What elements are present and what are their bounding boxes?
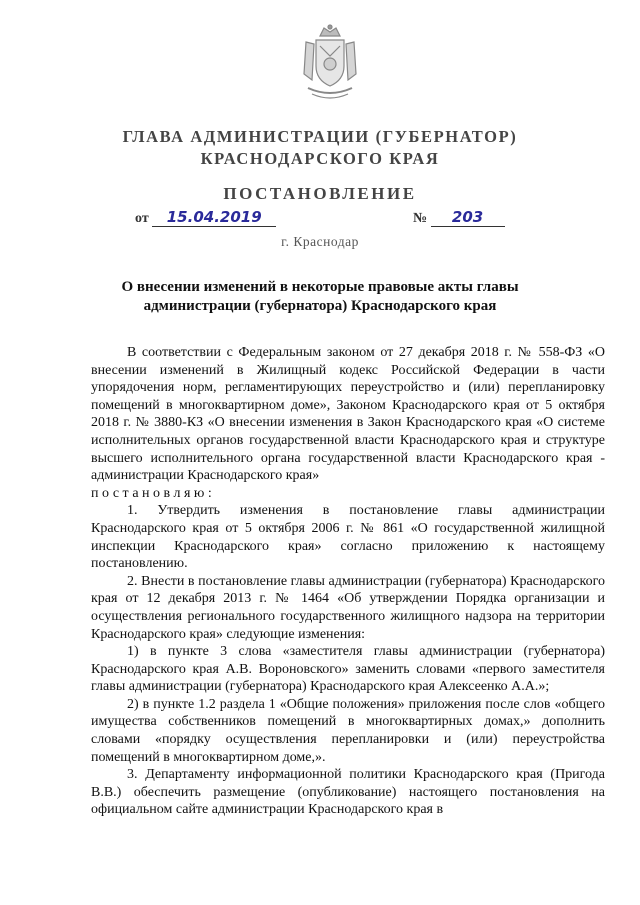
item-1-paragraph: 1. Утвердить изменения в постановление главы администрации Краснодарского края от 5 октября 2006 г. № 861 «О государственной жилищной инспекции Краснодарского края» согласно приложению к настоящему постановлению. [91, 503, 605, 572]
resolve-word: постановляю: [91, 485, 216, 501]
coat-of-arms-icon [298, 22, 362, 102]
organization-name-line2: КРАСНОДАРСКОГО КРАЯ [200, 149, 440, 168]
item-2-subitem-1: 1) в пункте 3 слова «заместителя главы администрации (губернатора) Краснодарского края А.В. Вороновского» заменить словами «первого заместителя главы администрации (губернатора) Краснодарского края Алексеенко А.А.»; [91, 644, 605, 695]
city-name: г. Краснодар [281, 234, 359, 249]
organization-name-line1: ГЛАВА АДМИНИСТРАЦИИ (ГУБЕРНАТОР) [122, 127, 518, 146]
document-type: ПОСТАНОВЛЕНИЕ [223, 184, 417, 203]
preamble-paragraph: В соответствии с Федеральным законом от 27 декабря 2018 г. № 558-ФЗ «О внесении изменений в Жилищный кодекс Российской Федерации в части упорядочения норм, регламентирующих переустройство и (или) перепланировку помещений в многоквартирном доме», Законом Краснодарского края от 5 октября 2018 г. № 3880-КЗ «О внесении изменения в Закон Краснодарского края «О системе исполнительных органов государственной власти Краснодарского края и структуре высшего исполнительного органа государственной власти Краснодарского края - администрации Краснодарского края» [91, 345, 605, 484]
date-prefix: от [135, 211, 149, 226]
item-2-paragraph: 2. Внести в постановление главы администрации (губернатора) Краснодарского края от 12 декабря 2013 г. № 1464 «Об утверждении Порядка организации и осуществления регионального государственного жилищного надзора на территории Краснодарского края» следующие изменения: [91, 573, 605, 642]
number-prefix: № [413, 211, 428, 226]
title-line2: администрации (губернатора) Краснодарского края [143, 298, 497, 314]
document-number [413, 208, 505, 227]
document-date [135, 208, 276, 227]
item-3-paragraph: 3. Департаменту информационной политики Краснодарского края (Пригода В.В.) обеспечить размещение (опубликование) настоящего постановления на официальном сайте администрации Краснодарского края в [91, 767, 605, 818]
number-value: 203 [431, 208, 505, 227]
item-2-subitem-2: 2) в пункте 1.2 раздела 1 «Общие положения» приложения после слов «общего имущества собственников помещений в многоквартирных домах,» дополнить словами «порядку осуществления перепланировки и (или) переустройства помещений в многоквартирном доме,». [91, 696, 605, 765]
document-title [0, 278, 640, 316]
title-line1: О внесении изменений в некоторые правовые акты главы [121, 279, 519, 295]
document-body [91, 344, 605, 819]
date-value: 15.04.2019 [152, 208, 276, 227]
